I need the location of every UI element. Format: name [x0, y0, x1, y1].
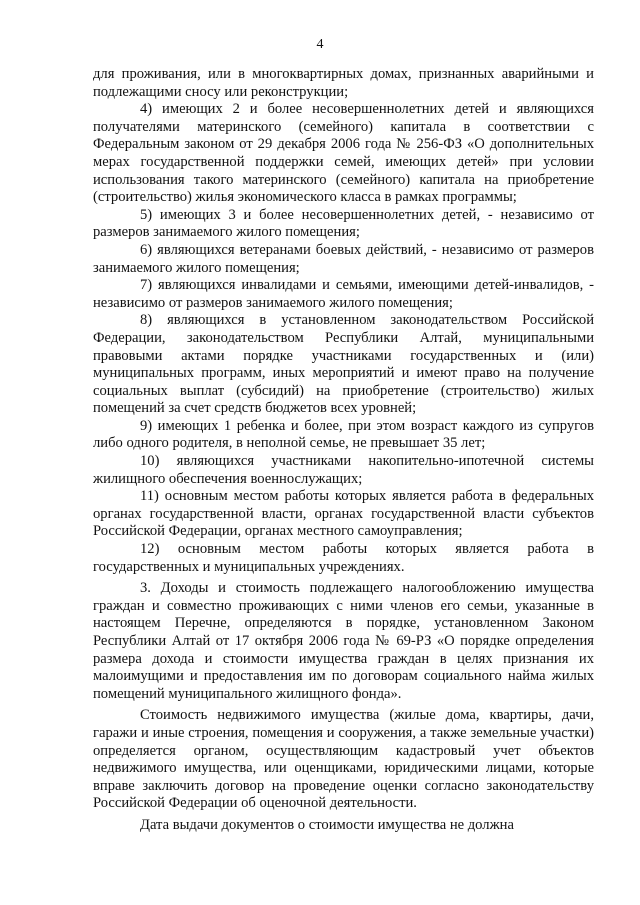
list-item-7: 7) являющихся инвалидами и семьями, имеющими детей-инвалидов, - независимо от размеров занимаемого жилого помещения; [93, 277, 594, 311]
list-item-5: 5) имеющих 3 и более несовершеннолетних детей, - независимо от размеров занимаемого жилого помещения; [93, 206, 594, 241]
property-value-paragraph: Стоимость недвижимого имущества (жилые дома, квартиры, дачи, гаражи и иные строения, помещения и сооружения, а также земельные участки) определяется органом, осуществляющим кадастровый учет объектов недвижимого имущества, или оценщиками, юридическими лицами, которые вправе заключить договор на проведение оценки согласно законодательству Российской Федерации об оценочной деятельности. [93, 707, 594, 812]
list-item-6: 6) являющихся ветеранами боевых действий, - независимо от размеров занимаемого жилого помещения; [93, 241, 594, 276]
document-body [93, 66, 594, 835]
list-item-11: 11) основным местом работы которых является работа в федеральных органах государственной власти, органах государственной власти субъектов Российской Федерации, органах местного самоуправления; [93, 488, 594, 540]
list-item-9: 9) имеющих 1 ребенка и более, при этом возраст каждого из супругов либо одного родителя, в неполной семье, не превышает 35 лет; [93, 417, 594, 452]
paragraph-continuation: для проживания, или в многоквартирных домах, признанных аварийными и подлежащими сносу или реконструкции; [93, 66, 594, 100]
list-item-12: 12) основным местом работы которых является работа в государственных и муниципальных учреждениях. [93, 541, 594, 575]
document-date-paragraph: Дата выдачи документов о стоимости имущества не должна [140, 816, 514, 833]
section-3-paragraph: 3. Доходы и стоимость подлежащего налогообложению имущества граждан и совместно проживающих с ними членов его семьи, указанные в настоящем Перечне, определяются в порядке, установленном Законом Республики Алтай от 17 октября 2006 года № 69-РЗ «О порядке определения размера дохода и стоимости имущества граждан в целях признания их малоимущими и предоставления им по договорам социального найма жилых помещений муниципального жилищного фонда». [93, 580, 594, 702]
list-item-4: 4) имеющих 2 и более несовершеннолетних детей и являющихся получателями материнского (семейного) капитала в соответствии с Федеральным законом от 29 декабря 2006 года № 256-ФЗ «О дополнительных мерах государственной поддержки семей, имеющих детей» при условии использования такого материнского (семейного) капитала на приобретение (строительство) жилья экономического класса в рамках программы; [93, 101, 594, 206]
page-number: 4 [316, 37, 324, 52]
list-item-10: 10) являющихся участниками накопительно-ипотечной системы жилищного обеспечения военнослужащих; [93, 453, 594, 487]
list-item-8: 8) являющихся в установленном законодательством Российской Федерации, законодательством Республики Алтай, муниципальными правовыми актами порядке участниками государственных и (или) муниципальных программ, иных мероприятий и имеют право на получение социальных выплат (субсидий) на приобретение (строительство) жилых помещений за счет средств бюджетов всех уровней; [93, 312, 594, 417]
